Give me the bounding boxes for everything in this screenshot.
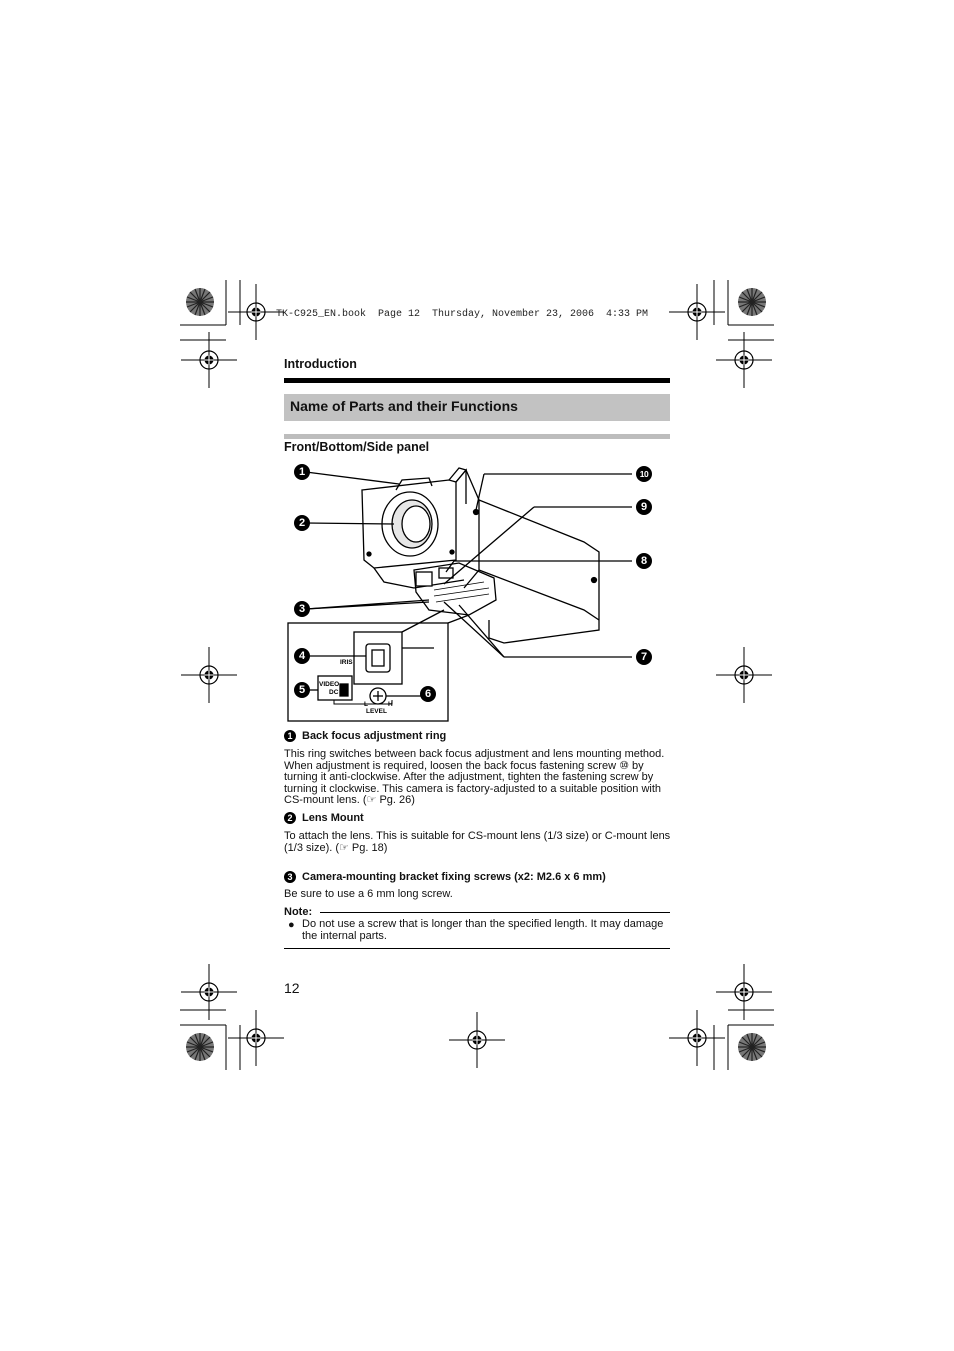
item-3-text: Be sure to use a 6 mm long screw.	[284, 888, 453, 900]
item-2-number: 2	[284, 812, 296, 824]
item-3-heading	[284, 871, 606, 883]
item-2-heading	[284, 812, 364, 824]
callout-1: 1	[294, 464, 310, 480]
callout-2: 2	[294, 515, 310, 531]
note-bullet: ●	[288, 919, 295, 931]
callout-6: 6	[420, 686, 436, 702]
item-3-title: Camera-mounting bracket fixing screws (x2: M2.6 x 6 mm)	[302, 871, 606, 883]
item-1-text: This ring switches between back focus adjustment and lens mounting method. When adjustment is required, loosen the back focus fastening screw ⑩ by turning it anti-clockwise. After the adjustment, tighten the fastening screw by turning it clockwise. This camera is factory-adjusted to a suitable position with CS-mount lens. (☞ Pg. 26)	[284, 748, 665, 806]
callout-10: 10	[636, 466, 652, 482]
note-text: Do not use a screw that is longer than the specified length. It may damage the internal parts.	[302, 918, 664, 942]
camera-diagram	[284, 460, 674, 730]
item-2-title: Lens Mount	[302, 812, 364, 824]
l-label: L	[364, 701, 368, 708]
subsection-rule	[284, 434, 670, 439]
h-label: H	[388, 701, 393, 708]
note	[284, 906, 670, 942]
item-1-title: Back focus adjustment ring	[302, 730, 447, 742]
subheading: Front/Bottom/Side panel	[284, 440, 430, 454]
item-1-heading	[284, 730, 446, 742]
callout-7: 7	[636, 649, 652, 665]
callout-5: 5	[294, 682, 310, 698]
note-rule-top	[320, 912, 670, 913]
callout-3: 3	[294, 601, 310, 617]
item-3-number: 3	[284, 871, 296, 883]
video-label: VIDEO	[319, 681, 340, 688]
dc-label: DC	[329, 689, 339, 696]
header-rule	[284, 378, 670, 383]
note-rule-bottom	[284, 948, 670, 949]
callout-4: 4	[294, 648, 310, 664]
page-title: Name of Parts and their Functions	[284, 394, 670, 421]
item-2-text: To attach the lens. This is suitable for CS-mount lens (1/3 size) or C-mount lens (1/3 size). (☞ Pg. 18)	[284, 830, 671, 854]
note-label: Note:	[284, 906, 313, 918]
print-running-header: TK-C925_EN.book Page 12 Thursday, November 23, 2006 4:33 PM	[276, 309, 649, 320]
item-1-number: 1	[284, 730, 296, 742]
callout-8: 8	[636, 553, 652, 569]
section-label: Introduction	[284, 357, 357, 371]
callout-9: 9	[636, 499, 652, 515]
page-number: 12	[284, 980, 300, 996]
level-label: LEVEL	[366, 708, 387, 715]
iris-label: IRIS	[340, 659, 353, 666]
